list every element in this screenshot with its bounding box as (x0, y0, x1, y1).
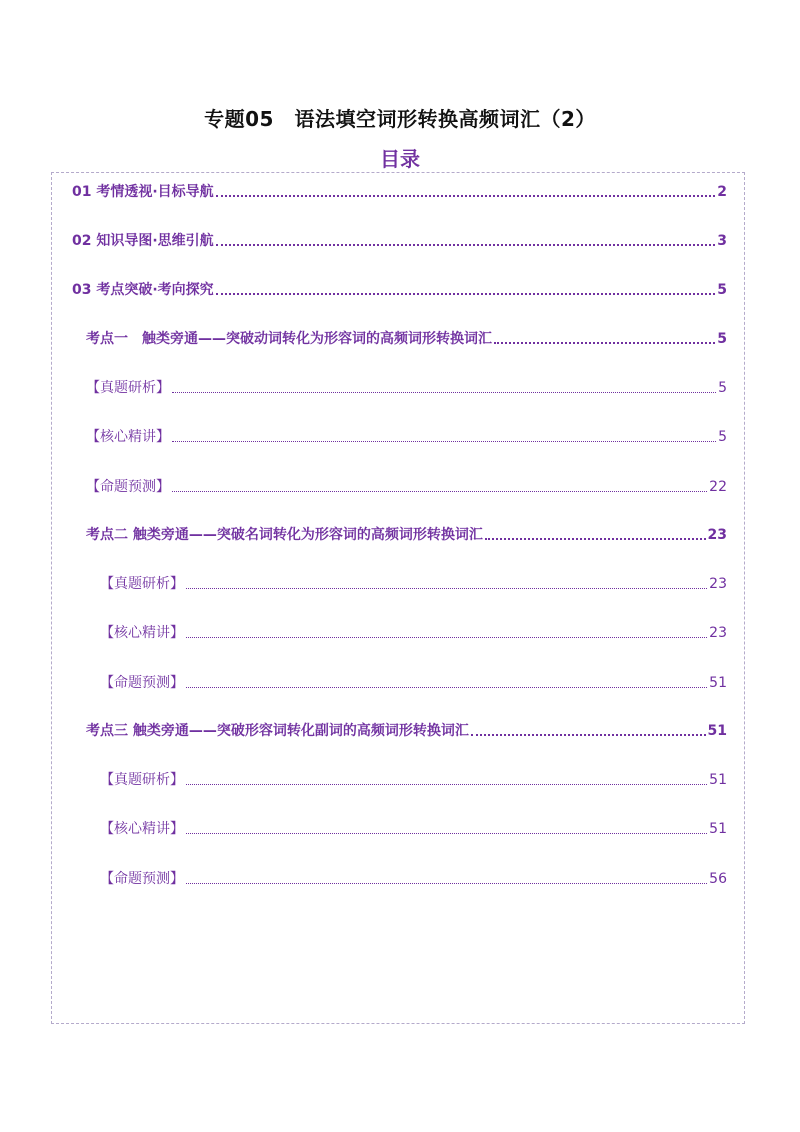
toc-leader-dots (186, 588, 707, 589)
toc-leader-dots (172, 392, 716, 393)
toc-page-number: 51 (709, 675, 727, 691)
toc-entry-point-1-real-exam[interactable] (86, 378, 727, 398)
toc-leader-dots (216, 244, 716, 246)
toc-entry-point-1[interactable] (86, 329, 727, 349)
toc-entry-label: 考点一 触类旁通——突破动词转化为形容词的高频词形转换词汇 (86, 331, 492, 347)
toc-entry-label: 考点二 触类旁通——突破名词转化为形容词的高频词形转换词汇 (86, 527, 483, 543)
toc-leader-dots (471, 734, 706, 736)
toc-page-number: 2 (717, 184, 727, 200)
toc-entry-03-breakthrough[interactable] (72, 280, 727, 300)
toc-entry-label: 【命题预测】 (86, 479, 170, 495)
toc-page-number: 5 (718, 380, 727, 396)
toc-page-number: 51 (709, 821, 727, 837)
toc-page-number: 56 (709, 871, 727, 887)
toc-entry-label: 03 考点突破·考向探究 (72, 282, 214, 298)
toc-leader-dots (186, 833, 707, 834)
toc-page-number: 5 (717, 282, 727, 298)
toc-entry-point-3-real-exam[interactable] (100, 770, 727, 790)
toc-entry-label: 【真题研析】 (86, 380, 170, 396)
toc-leader-dots (494, 342, 715, 344)
toc-entry-point-2-core[interactable] (100, 623, 727, 643)
toc-entry-02-mindmap[interactable] (72, 231, 727, 251)
toc-entry-point-1-core[interactable] (86, 427, 727, 447)
toc-entry-point-2-real-exam[interactable] (100, 574, 727, 594)
toc-leader-dots (186, 883, 707, 884)
toc-entry-label: 02 知识导图·思维引航 (72, 233, 214, 249)
toc-entry-point-1-predict[interactable] (86, 477, 727, 497)
toc-page-number: 51 (709, 772, 727, 788)
toc-entry-label: 考点三 触类旁通——突破形容词转化副词的高频词形转换词汇 (86, 723, 469, 739)
toc-entry-label: 【核心精讲】 (100, 821, 184, 837)
toc-leader-dots (485, 538, 706, 540)
toc-entry-point-2-predict[interactable] (100, 673, 727, 693)
toc-entry-label: 【命题预测】 (100, 675, 184, 691)
toc-entry-point-3-core[interactable] (100, 819, 727, 839)
toc-page-number: 22 (709, 479, 727, 495)
toc-leader-dots (172, 441, 716, 442)
toc-leader-dots (216, 293, 716, 295)
toc-entry-point-2[interactable] (86, 525, 727, 545)
toc-heading: 目录 (380, 147, 420, 171)
toc-entry-label: 【真题研析】 (100, 576, 184, 592)
toc-leader-dots (186, 637, 707, 638)
toc-entry-point-3-predict[interactable] (100, 869, 727, 889)
toc-page-number: 23 (707, 527, 727, 543)
toc-leader-dots (172, 491, 707, 492)
toc-entry-label: 【核心精讲】 (86, 429, 170, 445)
toc-leader-dots (216, 195, 716, 197)
toc-page-number: 23 (709, 625, 727, 641)
toc-page-number: 3 (717, 233, 727, 249)
toc-page-number: 23 (709, 576, 727, 592)
document-title: 专题05 语法填空词形转换高频词汇（2） (204, 107, 596, 131)
toc-entry-01-overview[interactable] (72, 182, 727, 202)
toc-entry-point-3[interactable] (86, 721, 727, 741)
toc-page-number: 5 (717, 331, 727, 347)
toc-page-number: 51 (707, 723, 727, 739)
toc-page-number: 5 (718, 429, 727, 445)
toc-entry-label: 【核心精讲】 (100, 625, 184, 641)
toc-leader-dots (186, 687, 707, 688)
toc-leader-dots (186, 784, 707, 785)
toc-entry-label: 【真题研析】 (100, 772, 184, 788)
toc-entry-label: 01 考情透视·目标导航 (72, 184, 214, 200)
toc-entry-label: 【命题预测】 (100, 871, 184, 887)
